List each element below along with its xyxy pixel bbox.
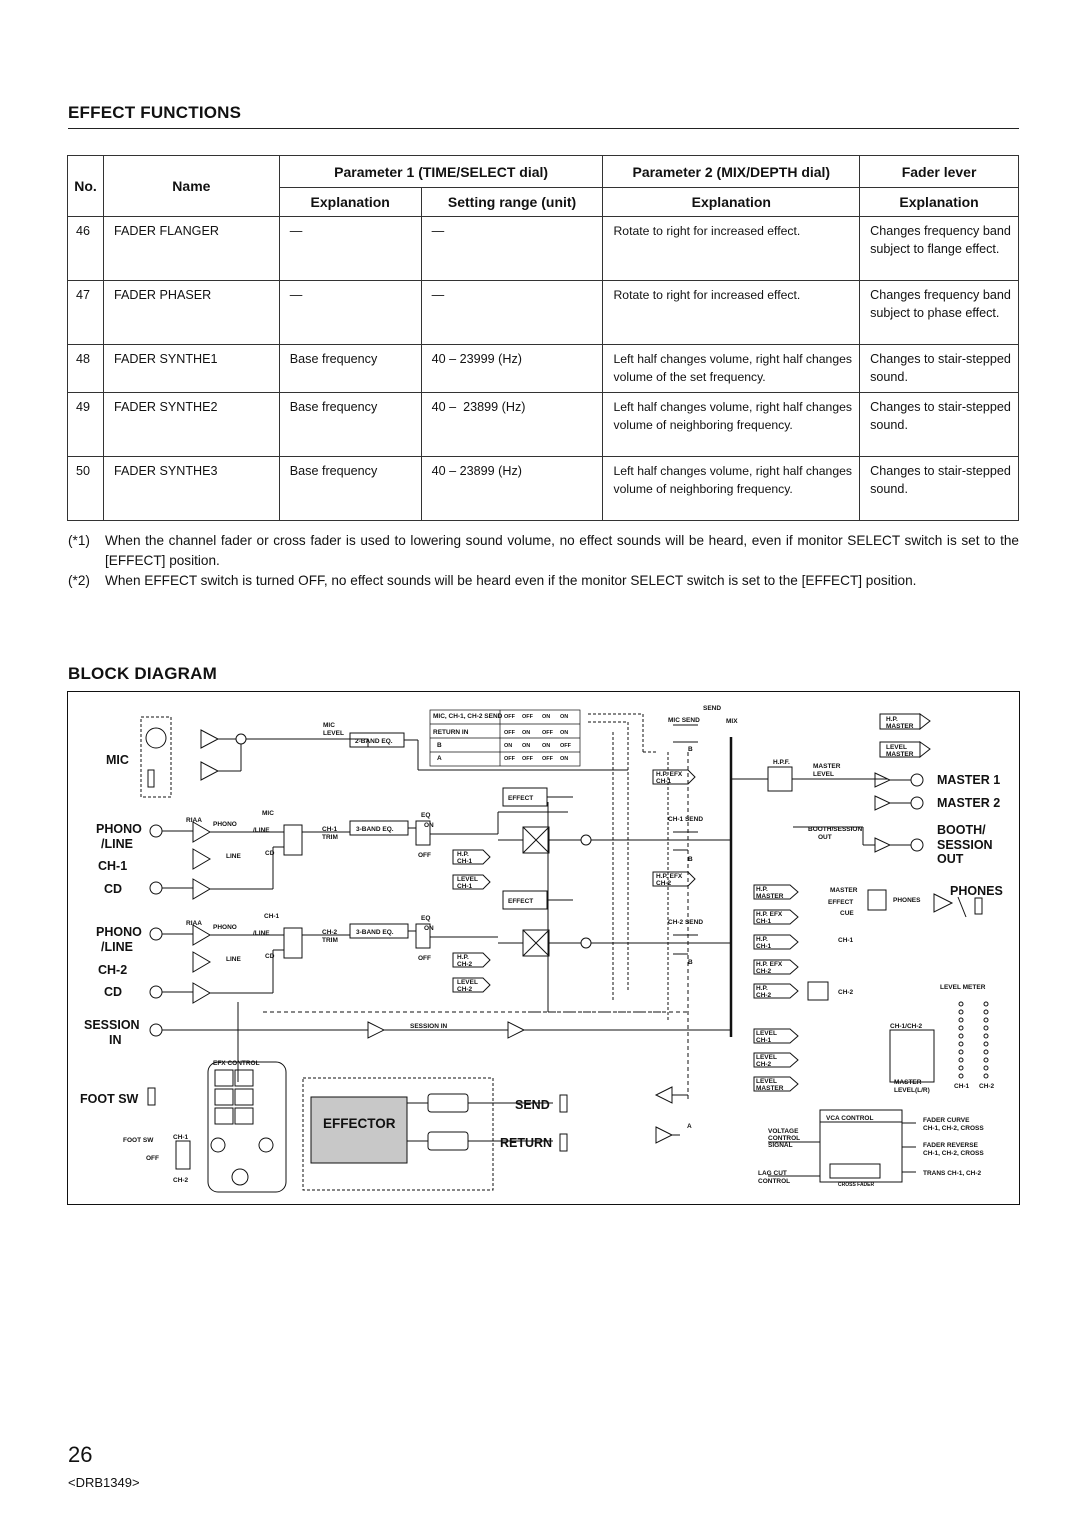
header-p1-explanation: Explanation	[279, 188, 421, 217]
label-small: OFF	[522, 756, 533, 762]
label-small: MASTER	[756, 893, 784, 900]
label-small: H.P.	[756, 936, 768, 943]
table-row	[68, 345, 1019, 393]
label-small: CH-2	[756, 968, 772, 975]
label-small: CH-2	[756, 1061, 772, 1068]
label-small: SEND	[703, 705, 722, 712]
cell-name: FADER FLANGER	[103, 217, 279, 281]
header-p2-explanation: Explanation	[603, 188, 860, 217]
label-phones: PHONES	[950, 884, 1003, 898]
cell-p2-explanation: Rotate to right for increased effect.	[603, 281, 860, 345]
cell-p1-explanation: Base frequency	[279, 345, 421, 393]
label-small: CH-1 SEND	[668, 816, 704, 823]
cell-fader: Changes to stair-stepped sound.	[860, 457, 1019, 521]
label-small: CH-2	[173, 1177, 189, 1184]
label-small: LEVEL	[813, 771, 834, 778]
label-effector: EFFECTOR	[323, 1116, 396, 1131]
label-small: CH-1	[954, 1083, 970, 1090]
label-small: H.P.	[457, 851, 469, 858]
cell-p2-explanation: Left half changes volume, right half changes volume of neighboring frequency.	[603, 393, 860, 457]
amp-icon	[201, 762, 218, 780]
amp-icon	[193, 952, 210, 972]
document-code: <DRB1349>	[68, 1475, 140, 1490]
label-send: SEND	[515, 1098, 550, 1112]
label-small: CD	[265, 953, 275, 960]
label-small: TRIM	[322, 937, 338, 944]
label-small: FADER REVERSE	[923, 1142, 978, 1149]
header-param1: Parameter 1 (TIME/SELECT dial)	[279, 156, 603, 188]
label-small: ON	[522, 743, 531, 749]
label-small: H.P.F.	[773, 759, 790, 766]
label-small: RIAA	[186, 817, 202, 824]
label-small: CH-1	[756, 918, 772, 925]
label-small: MASTER	[894, 1079, 922, 1086]
label-small: ON	[560, 730, 569, 736]
label-small: CH-1	[756, 943, 772, 950]
label-small: CH-2	[756, 992, 772, 999]
level-meter	[959, 1002, 988, 1078]
label-small: ON	[542, 714, 551, 720]
cell-no: 48	[68, 345, 104, 393]
header-p1-range: Setting range (unit)	[421, 188, 603, 217]
footnote-2	[68, 571, 1019, 591]
footnote-mark: (*1)	[68, 533, 90, 548]
label-return: RETURN	[500, 1136, 553, 1150]
cell-p2-explanation: Left half changes volume, right half changes volume of the set frequency.	[603, 345, 860, 393]
label-small: CH-2	[656, 880, 672, 887]
label-small: CH-1	[756, 1037, 772, 1044]
label-small: LEVEL	[756, 1030, 777, 1037]
header-fader-explanation: Explanation	[860, 188, 1019, 217]
label-master2: MASTER 2	[937, 796, 1001, 810]
cell-no: 47	[68, 281, 104, 345]
label-cd-ch1: CD	[104, 882, 123, 896]
label-small: B	[688, 856, 693, 863]
amp-icon	[201, 730, 218, 748]
cell-p2-explanation: Rotate to right for increased effect.	[603, 217, 860, 281]
section-rule	[68, 128, 1019, 129]
label-in: IN	[109, 1033, 122, 1047]
label-small: CH-2	[457, 986, 473, 993]
label-small: A	[437, 755, 442, 762]
label-small: EQ	[421, 915, 431, 922]
label-small: CONTROL	[758, 1178, 791, 1185]
label-small: CROSS FADER	[838, 1182, 875, 1188]
label-small: OFF	[560, 743, 571, 749]
label-ch1: CH-1	[98, 859, 128, 873]
label-small: CH-2	[979, 1083, 995, 1090]
label-small: LEVEL	[457, 979, 478, 986]
label-small: CH-1	[264, 913, 280, 920]
header-fader: Fader lever	[860, 156, 1019, 188]
cell-fader: Changes to stair-stepped sound.	[860, 393, 1019, 457]
label-small: MIX	[726, 718, 738, 725]
label-small: VCA CONTROL	[826, 1115, 874, 1122]
hpf-icon	[768, 767, 792, 791]
header-no: No.	[68, 156, 104, 217]
cell-no: 49	[68, 393, 104, 457]
label-small: TRANS CH-1, CH-2	[923, 1170, 982, 1177]
trs-jack-icon	[148, 770, 154, 787]
label-small: 2-BAND EQ.	[355, 738, 393, 745]
cell-name: FADER SYNTHE2	[103, 393, 279, 457]
amp-icon	[193, 983, 210, 1003]
cell-p2-explanation: Left half changes volume, right half changes volume of neighboring frequency.	[603, 457, 860, 521]
cell-no: 50	[68, 457, 104, 521]
label-line-ch1: /LINE	[101, 837, 133, 851]
label-small: CD	[265, 850, 275, 857]
label-small: ON	[504, 743, 513, 749]
label-small: H.P.	[457, 954, 469, 961]
label-small: FOOT SW	[123, 1137, 154, 1144]
label-small: OFF	[504, 714, 515, 720]
label-small: MASTER	[756, 1085, 784, 1092]
label-small: MIC	[262, 810, 274, 817]
mic-input-group	[141, 717, 171, 797]
label-small: OFF	[418, 852, 431, 859]
xlr-jack-icon	[146, 728, 166, 748]
amp-icon	[193, 879, 210, 899]
label-small: LEVEL(L/R)	[894, 1087, 930, 1094]
label-small: OFF	[522, 714, 533, 720]
label-booth: BOOTH/	[937, 823, 986, 837]
label-small: OFF	[504, 730, 515, 736]
label-small: CH-1, CH-2, CROSS	[923, 1150, 984, 1157]
label-small: MASTER	[886, 751, 914, 758]
label-small: CH-1, CH-2, CROSS	[923, 1125, 984, 1132]
label-small: CH-2	[322, 929, 338, 936]
label-small: CH-1	[457, 858, 473, 865]
cell-name: FADER SYNTHE3	[103, 457, 279, 521]
header-param2: Parameter 2 (MIX/DEPTH dial)	[603, 156, 860, 188]
label-line-ch2: /LINE	[101, 940, 133, 954]
label-cd-ch2: CD	[104, 985, 123, 999]
label-small: SESSION IN	[410, 1023, 448, 1030]
label-out: OUT	[937, 852, 964, 866]
label-small: TRIM	[322, 834, 338, 841]
label-small: 3-BAND EQ.	[356, 929, 394, 936]
label-small: CUE	[840, 910, 854, 917]
section-title-effect-functions: EFFECT FUNCTIONS	[68, 103, 242, 122]
label-small: VOLTAGE	[768, 1128, 799, 1135]
amp-icon	[193, 925, 210, 945]
label-small: LAG CUT	[758, 1170, 787, 1177]
label-small: B	[688, 959, 693, 966]
label-small: CH-1	[656, 778, 672, 785]
label-small: H.P.	[886, 716, 898, 723]
label-small: BOOTH/SESSION	[808, 826, 863, 833]
label-small: CH-2	[457, 961, 473, 968]
label-small: RETURN IN	[433, 729, 469, 736]
label-small: OFF	[418, 955, 431, 962]
label-small: ON	[522, 730, 531, 736]
label-small: ON	[542, 743, 551, 749]
label-small: EFX CONTROL	[213, 1060, 260, 1067]
page-number: 26	[68, 1442, 93, 1467]
cell-p1-explanation: —	[279, 281, 421, 345]
label-session-out: SESSION	[937, 838, 993, 852]
label-small: CH-2	[838, 989, 854, 996]
label-small: OUT	[818, 834, 832, 841]
amp-icon	[193, 849, 210, 869]
label-small: MIC SEND	[668, 717, 700, 724]
label-small: B	[437, 742, 442, 749]
cell-p1-explanation: —	[279, 217, 421, 281]
label-small: PHONO	[213, 821, 237, 828]
label-small: CH-1/CH-2	[890, 1023, 923, 1030]
label-small: LEVEL METER	[940, 984, 986, 991]
label-phono-ch1: PHONO	[96, 822, 142, 836]
label-ch2: CH-2	[98, 963, 128, 977]
label-small: ON	[560, 756, 569, 762]
label-small: OFF	[542, 756, 553, 762]
footnotes	[68, 531, 1019, 591]
label-small: ON	[424, 822, 434, 829]
label-small: ON	[560, 714, 569, 720]
cell-p1-range: —	[421, 281, 603, 345]
label-small: EQ	[421, 812, 431, 819]
cell-p1-explanation: Base frequency	[279, 457, 421, 521]
label-small: CH-1	[838, 937, 854, 944]
label-small: LINE	[226, 853, 241, 860]
header-name: Name	[103, 156, 279, 217]
label-small: B	[688, 746, 693, 753]
label-small: PHONO	[213, 924, 237, 931]
label-small: /LINE	[253, 930, 270, 937]
label-small: LEVEL	[756, 1078, 777, 1085]
cell-fader: Changes frequency band subject to phase effect.	[860, 281, 1019, 345]
label-small: EFFECT	[828, 899, 854, 906]
footnote-text: When EFFECT switch is turned OFF, no effect sounds will be heard even if the monitor SELECT switch is set to the [EFFECT] position.	[105, 573, 917, 588]
label-small: H.P.	[756, 985, 768, 992]
footnote-1	[68, 531, 1019, 571]
effect-functions-table	[67, 155, 1019, 521]
label-small: PHONES	[893, 897, 921, 904]
label-small: LEVEL	[323, 730, 344, 737]
label-small: LEVEL	[886, 744, 907, 751]
cell-p1-range: 40 – 23999 (Hz)	[421, 345, 603, 393]
label-small: LEVEL	[756, 1054, 777, 1061]
section-title-block-diagram: BLOCK DIAGRAM	[68, 664, 217, 683]
label-small: OFF	[542, 730, 553, 736]
label-small: CH-1	[173, 1134, 189, 1141]
label-small: H.P.	[756, 886, 768, 893]
cell-p1-range: 40 – 23899 (Hz)	[421, 457, 603, 521]
label-small: OFF	[504, 756, 515, 762]
label-small: CH-1	[322, 826, 338, 833]
label-small: H.P. EFX	[656, 771, 683, 778]
label-small: H.P. EFX	[756, 911, 783, 918]
table-row	[68, 217, 1019, 281]
label-small: LINE	[226, 956, 241, 963]
label-small: EFFECT	[508, 898, 534, 905]
table-row	[68, 393, 1019, 457]
label-phono-ch2: PHONO	[96, 925, 142, 939]
label-small: MIC, CH-1, CH-2 SEND	[433, 713, 503, 720]
label-small: MASTER	[813, 763, 841, 770]
label-small: ON	[424, 925, 434, 932]
cell-p1-range: 40 – 23899 (Hz)	[421, 393, 603, 457]
block-diagram	[67, 691, 1020, 1205]
cell-name: FADER SYNTHE1	[103, 345, 279, 393]
cell-fader: Changes frequency band subject to flange effect.	[860, 217, 1019, 281]
cell-fader: Changes to stair-stepped sound.	[860, 345, 1019, 393]
cell-p1-range: —	[421, 217, 603, 281]
table-row	[68, 281, 1019, 345]
label-small: LEVEL	[457, 876, 478, 883]
label-small: H.P. EFX	[756, 961, 783, 968]
label-small: CONTROL	[768, 1135, 801, 1142]
label-small: EFFECT	[508, 795, 534, 802]
label-small: FADER CURVE	[923, 1117, 970, 1124]
label-session: SESSION	[84, 1018, 140, 1032]
label-small: CH-1	[457, 883, 473, 890]
label-small: MIC	[323, 722, 335, 729]
label-small: /LINE	[253, 827, 270, 834]
label-small: MASTER	[886, 723, 914, 730]
table-row	[68, 457, 1019, 521]
label-master1: MASTER 1	[937, 773, 1001, 787]
cell-name: FADER PHASER	[103, 281, 279, 345]
footnote-text: When the channel fader or cross fader is used to lowering sound volume, no effect sounds will be heard, even if monitor SELECT switch is set to the [EFFECT] position.	[105, 533, 1019, 568]
cell-no: 46	[68, 217, 104, 281]
footnote-mark: (*2)	[68, 573, 90, 588]
label-small: H.P. EFX	[656, 873, 683, 880]
label-small: CH-2 SEND	[668, 919, 704, 926]
label-foot-sw: FOOT SW	[80, 1092, 139, 1106]
label-small: OFF	[146, 1155, 159, 1162]
label-small: 3-BAND EQ.	[356, 826, 394, 833]
cell-p1-explanation: Base frequency	[279, 393, 421, 457]
amp-icon	[193, 822, 210, 842]
label-small: MASTER	[830, 887, 858, 894]
label-mic: MIC	[106, 753, 129, 767]
label-small: A	[687, 1123, 692, 1130]
label-small: RIAA	[186, 920, 202, 927]
label-small: SIGNAL	[768, 1142, 793, 1149]
